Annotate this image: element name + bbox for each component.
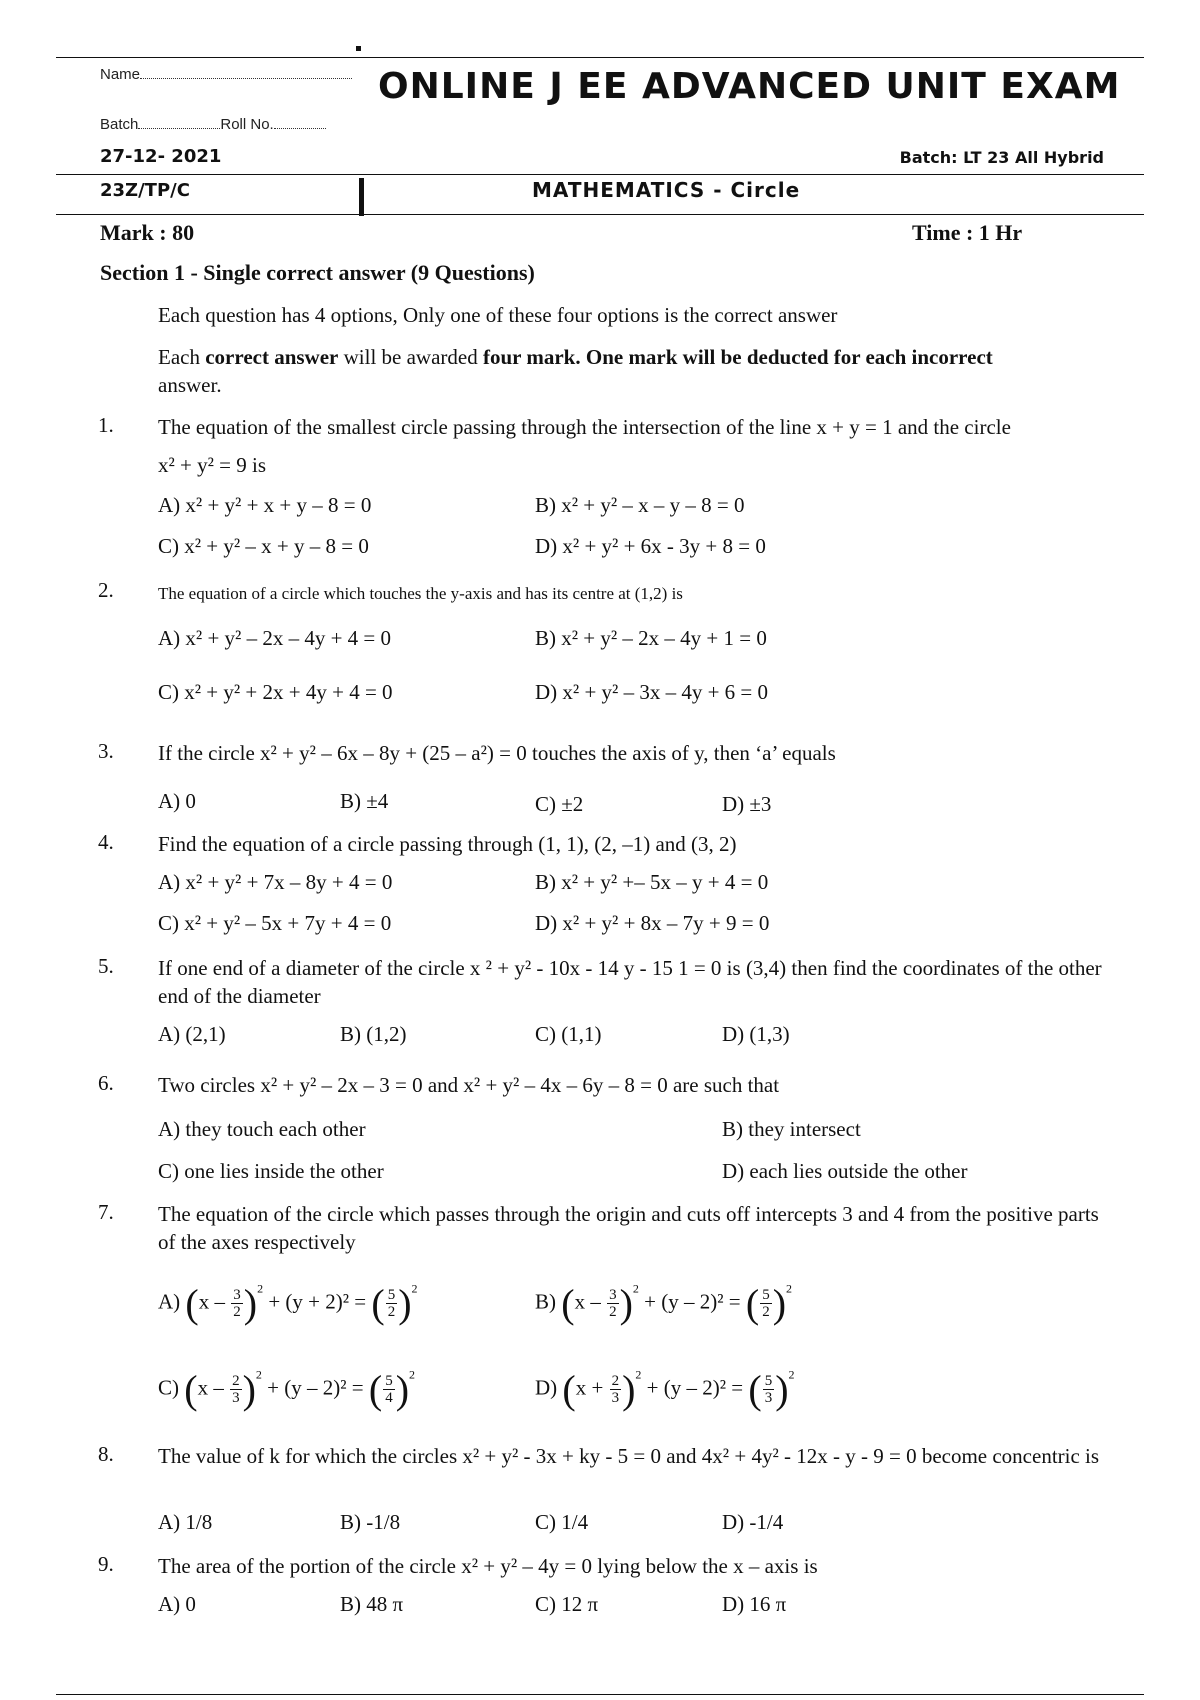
header-rule-2 [56,214,1144,215]
option-b[interactable]: B) x² + y² +– 5x – y + 4 = 0 [535,870,769,894]
fraction: $\frac{5}{4}$ [385,1373,393,1406]
question-text: The equation of the smallest circle passing through the intersection of the line x + y = 1 and the circle [158,415,1011,439]
option-a[interactable]: A) 0 [158,1592,196,1616]
option-c[interactable]: C) ±2 [535,792,584,816]
question-number: 6. [98,1071,114,1095]
option-a[interactable]: A) 0 [158,789,196,813]
bottom-rule [56,1694,1144,1695]
question-text: The area of the portion of the circle x² + y² – 4y = 0 lying below the x – axis is [158,1554,818,1578]
option-c[interactable]: C) (1,1) [535,1022,602,1046]
question-number: 5. [98,954,114,978]
option-c[interactable]: C) x² + y² + 2x + 4y + 4 = 0 [158,680,393,704]
option-a[interactable]: A) (x – $\frac{3}{2}$ )$^2$ + (y + 2)² = ( $\frac{5}{2}$ )$^2$ [158,1281,418,1326]
roll-label: Roll No. [220,116,274,133]
question-text: The equation of the circle which passes through the origin and cuts off intercepts 3 and 4 from the positive parts of the axes respectively [158,1202,1099,1254]
option-b[interactable]: B) 48 π [340,1592,404,1616]
option-b[interactable]: B) (x – $\frac{3}{2}$ )$^2$ + (y – 2)² = ( $\frac{5}{2}$ )$^2$ [535,1281,793,1326]
question-text-line2: x² + y² = 9 is [158,453,267,477]
question-number: 7. [98,1200,114,1224]
option-d[interactable]: D) ±3 [722,792,772,816]
fraction: $\frac{3}{2}$ [609,1287,617,1320]
header-divider [359,178,364,216]
option-d[interactable]: D) each lies outside the other [722,1159,968,1183]
name-dots [140,66,352,79]
question-text: If the circle x² + y² – 6x – 8y + (25 – a²) = 0 touches the axis of y, then ‘a’ equals [158,741,836,765]
batch-dots [138,116,220,129]
option-b[interactable]: B) x² + y² – 2x – 4y + 1 = 0 [535,626,767,650]
question-number: 3. [98,739,114,763]
question-number: 9. [98,1552,114,1576]
option-a[interactable]: A) 1/8 [158,1510,213,1534]
question-text: Two circles x² + y² – 2x – 3 = 0 and x² + y² – 4x – 6y – 8 = 0 are such that [158,1073,780,1097]
fraction: $\frac{5}{3}$ [764,1373,773,1406]
batch-label: Batch [100,116,139,133]
paper-code: 23Z/TP/C [100,180,190,201]
time-limit: Time : 1 Hr [912,220,1023,245]
question-text: The value of k for which the circles x² + y² - 3x + ky - 5 = 0 and 4x² + 4y² - 12x - y - 9 = 0 become concentric is [158,1444,1100,1468]
instruction-1: Each question has 4 options, Only one of these four options is the correct answer [158,303,838,327]
total-marks: Mark : 80 [100,220,195,245]
option-b[interactable]: B) (1,2) [340,1022,407,1046]
fraction: $\frac{2}{3}$ [611,1373,620,1406]
option-c[interactable]: C) x² + y² – x + y – 8 = 0 [158,534,369,558]
name-label: Name [100,66,141,83]
question-number: 8. [98,1442,114,1466]
option-b[interactable]: B) -1/8 [340,1510,401,1534]
subject-title: MATHEMATICS - Circle [532,178,801,202]
exam-date: 27-12- 2021 [100,146,222,167]
option-b[interactable]: B) ±4 [340,789,389,813]
fraction: $\frac{2}{3}$ [232,1373,240,1406]
option-d[interactable]: D) (1,3) [722,1022,790,1046]
option-b[interactable]: B) x² + y² – x – y – 8 = 0 [535,493,745,517]
section-title: Section 1 - Single correct answer (9 Questions) [100,260,535,285]
option-d[interactable]: D) x² + y² – 3x – 4y + 6 = 0 [535,680,769,704]
option-b[interactable]: B) they intersect [722,1117,861,1141]
question-number: 1. [98,413,114,437]
top-rule [56,57,1144,58]
header-rule-1 [56,174,1144,175]
option-d[interactable]: D) x² + y² + 8x – 7y + 9 = 0 [535,911,770,935]
name-field [100,66,352,83]
exam-title: ONLINE J EE ADVANCED UNIT EXAM [378,66,1121,107]
batch-info: Batch: LT 23 All Hybrid [899,148,1104,167]
option-c[interactable]: C) (x – $\frac{2}{3}$ )$^2$ + (y – 2)² = ( $\frac{5}{4}$ )$^2$ [158,1367,416,1412]
option-d[interactable]: D) x² + y² + 6x - 3y + 8 = 0 [535,534,766,558]
option-c[interactable]: C) one lies inside the other [158,1159,384,1183]
option-d[interactable]: D) -1/4 [722,1510,784,1534]
batch-roll-field [100,116,326,133]
option-a[interactable]: A) (2,1) [158,1022,226,1046]
question-number: 4. [98,830,114,854]
option-a[interactable]: A) they touch each other [158,1117,366,1141]
option-c[interactable]: C) 1/4 [535,1510,589,1534]
question-text: The equation of a circle which touches the y-axis and has its centre at (1,2) is [158,584,683,603]
option-c[interactable]: C) 12 π [535,1592,599,1616]
option-a[interactable]: A) x² + y² + x + y – 8 = 0 [158,493,372,517]
fraction: $\frac{3}{2}$ [233,1287,241,1320]
option-c[interactable]: C) x² + y² – 5x + 7y + 4 = 0 [158,911,392,935]
option-d[interactable]: D) (x + $\frac{2}{3}$ )$^2$ + (y – 2)² = ( $\frac{5}{3}$ )$^2$ [535,1367,795,1412]
option-d[interactable]: D) 16 π [722,1592,787,1616]
question-number: 2. [98,578,114,602]
option-a[interactable]: A) x² + y² – 2x – 4y + 4 = 0 [158,626,392,650]
fraction: $\frac{5}{2}$ [387,1287,396,1320]
roll-dots [274,116,326,129]
fraction: $\frac{5}{2}$ [762,1287,770,1320]
instruction-2: Each correct answer will be awarded four mark. One mark will be deducted for each incorrect answer. [158,345,993,397]
top-dot [356,46,361,51]
question-text: Find the equation of a circle passing through (1, 1), (2, –1) and (3, 2) [158,832,737,856]
option-a[interactable]: A) x² + y² + 7x – 8y + 4 = 0 [158,870,393,894]
question-text: If one end of a diameter of the circle x ² + y² - 10x - 14 y - 15 1 = 0 is (3,4) then find the coordinates of the other end of the diameter [158,956,1102,1008]
